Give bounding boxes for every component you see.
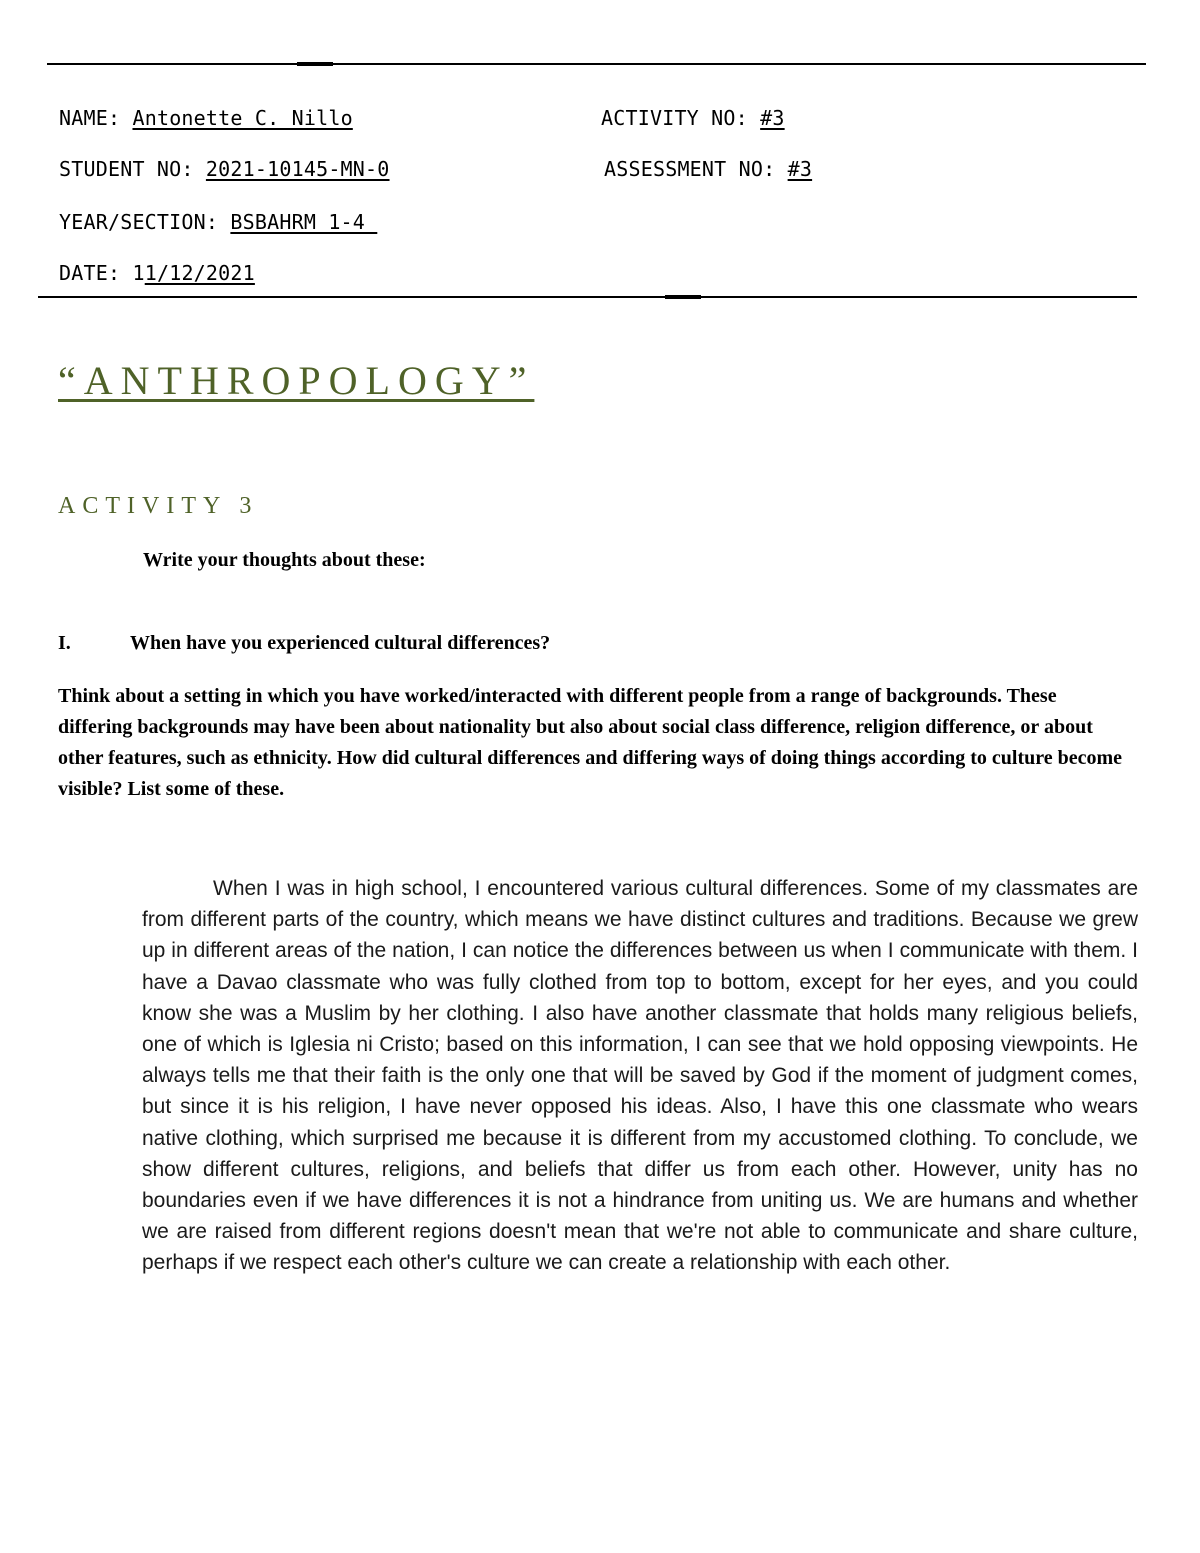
header-bottom-rule-notch xyxy=(665,295,701,299)
year-section-field xyxy=(59,210,377,234)
name-field xyxy=(59,106,353,130)
question-prompt: Think about a setting in which you have worked/interacted with different people from a range of backgrounds. These differing backgrounds may have been about nationality but also about social class difference, religion difference, or about other features, such as ethnicity. How did cultural differences and differing ways of doing things according to culture become visible? List some of these. xyxy=(58,685,1123,800)
activity-no-field xyxy=(601,106,785,130)
question-number: I. xyxy=(58,632,71,654)
document-title: “ANTHROPOLOGY” xyxy=(58,358,535,403)
activity-no-label: ACTIVITY NO: xyxy=(601,106,748,130)
date-label: DATE: xyxy=(59,261,121,285)
name-value: Antonette C. Nillo xyxy=(132,106,353,130)
assessment-no-label: ASSESSMENT NO: xyxy=(604,157,776,181)
student-no-label: STUDENT NO: xyxy=(59,157,194,181)
assessment-no-value: #3 xyxy=(787,157,813,181)
date-prefix: 1 xyxy=(132,261,145,285)
student-no-value: 2021-10145-MN-0 xyxy=(205,157,390,181)
assessment-no-field xyxy=(604,157,812,181)
date-value: 1/12/2021 xyxy=(144,261,255,285)
activity-heading: ACTIVITY 3 xyxy=(58,493,259,519)
header-bottom-rule xyxy=(38,296,1137,298)
instruction-text: Write your thoughts about these: xyxy=(143,549,426,571)
header-top-rule xyxy=(47,63,1146,65)
name-label: NAME: xyxy=(59,106,121,130)
question-text: When have you experienced cultural differences? xyxy=(130,632,551,654)
date-field xyxy=(59,261,255,285)
year-section-value: BSBAHRM 1-4 xyxy=(230,210,378,234)
activity-no-value: #3 xyxy=(760,106,785,130)
year-section-label: YEAR/SECTION: xyxy=(59,210,219,234)
student-no-field xyxy=(59,157,390,181)
header-top-rule-notch xyxy=(297,62,333,66)
answer-paragraph: When I was in high school, I encountered various cultural differences. Some of my classmates are from different parts of the country, which means we have distinct cultures and traditions. Because we grew up in different areas of the nation, I can notice the differences between us when I communicate with them. I have a Davao classmate who was fully clothed from top to bottom, except for her eyes, and you could know she was a Muslim by her clothing. I also have another classmate that holds many religious beliefs, one of which is Iglesia ni Cristo; based on this information, I can see that we hold opposing viewpoints. He always tells me that their faith is the only one that will be saved by God if the moment of judgment comes, but since it is his religion, I have never opposed his ideas. Also, I have this one classmate who wears native clothing, which surprised me because it is different from my accustomed clothing. To conclude, we show different cultures, religions, and beliefs that differ us from each other. However, unity has no boundaries even if we have differences it is not a hindrance from uniting us. We are humans and whether we are raised from different regions doesn't mean that we're not able to communicate and share culture, perhaps if we respect each other's culture we can create a relationship with each other. xyxy=(142,877,1138,1275)
